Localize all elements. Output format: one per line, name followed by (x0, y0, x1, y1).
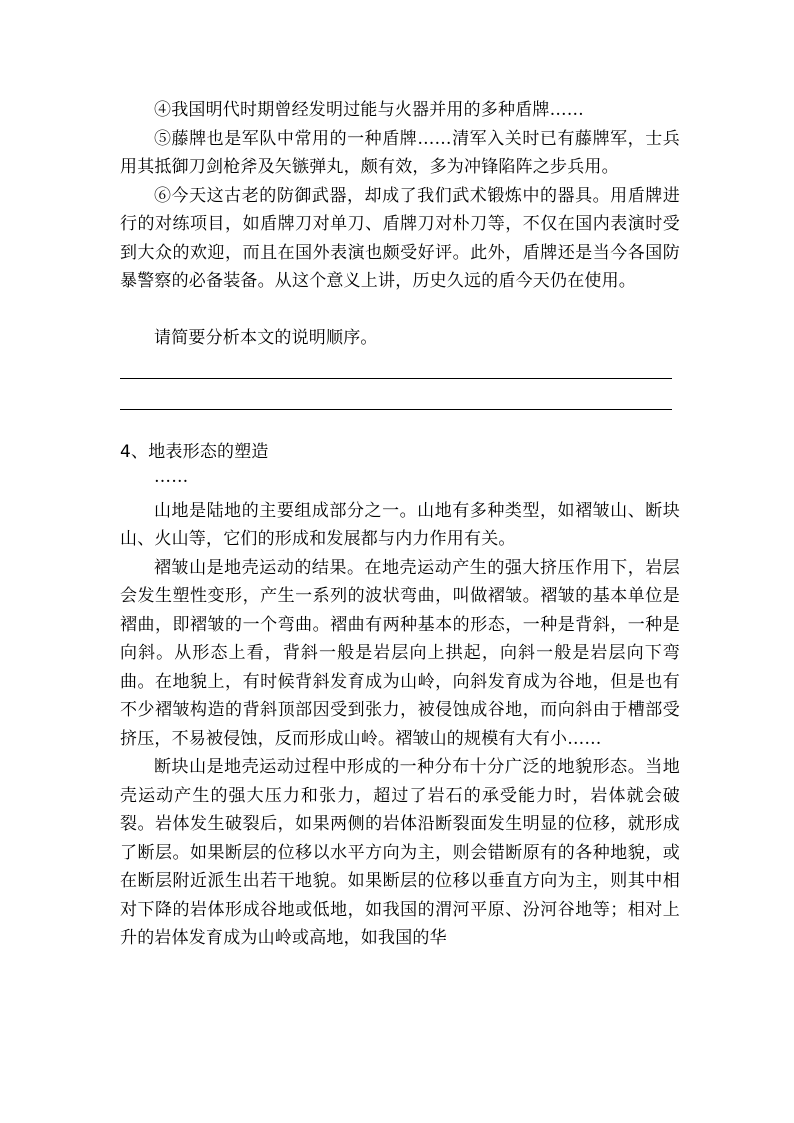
ellipsis-marker: …… (154, 466, 189, 487)
paragraph-4: ④我国明代时期曾经发明过能与火器并用的多种盾牌…… (154, 100, 584, 120)
passage-4 (120, 438, 680, 953)
paragraph-6: ⑥今天这古老的防御武器，却成了我们武术锻炼中的器具。用盾牌进行的对练项目，如盾牌刀对单刀、盾牌刀对朴刀等，不仅在国内表演时受到大众的欢迎，而且在国外表演也颇受好评。此外，盾牌还是当今各国防暴警察的必备装备。从这个意义上讲，历史久远的盾今天仍在使用。 (120, 185, 680, 291)
passage-4-heading: 4、地表形态的塑造 (120, 442, 269, 462)
spacer (120, 410, 680, 438)
document-page (120, 96, 680, 953)
answer-line-1[interactable] (120, 364, 672, 379)
paragraph-fold-mountains: 褶皱山是地壳运动的结果。在地壳运动产生的强大挤压作用下，岩层会发生塑性变形，产生一系列的波状弯曲，叫做褶皱。褶皱的基本单位是褶曲，即褶皱的一个弯曲。褶曲有两种基本的形态，一种是背斜，一种是向斜。从形态上看，背斜一般是岩层向上拱起，向斜一般是岩层向下弯曲。在地貌上，有时候背斜发育成为山岭，向斜发育成为谷地，但是也有不少褶皱构造的背斜顶部因受到张力，被侵蚀成谷地，而向斜由于槽部受挤压，不易被侵蚀，反而形成山岭。褶皱山的规模有大有小…… (120, 557, 680, 749)
spacer (120, 487, 680, 497)
paragraph-5: ⑤藤牌也是军队中常用的一种盾牌……清军入关时已有藤牌军，士兵用其抵御刀剑枪斧及矢镞弹丸，颇有效，多为冲锋陷阵之步兵用。 (120, 128, 680, 177)
spacer (120, 296, 680, 324)
paragraph-fault-block-mountains: 断块山是地壳运动过程中形成的一种分布十分广泛的地貌形态。当地壳运动产生的强大压力和张力，超过了岩石的承受能力时，岩体就会破裂。岩体发生破裂后，如果两侧的岩体沿断裂面发生明显的位移，就形成了断层。如果断层的位移以水平方向为主，则会错断原有的各种地貌，或在断层附近派生出若干地貌。如果断层的位移以垂直方向为主，则其中相对下降的岩体形成谷地或低地，如我国的渭河平原、汾河谷地等；相对上升的岩体发育成为山岭或高地，如我国的华 (120, 757, 680, 948)
passage-3-excerpt (120, 96, 680, 410)
paragraph-mountains: 山地是陆地的主要组成部分之一。山地有多种类型，如褶皱山、断块山、火山等，它们的形成和发展都与内力作用有关。 (120, 500, 680, 549)
answer-line-2[interactable] (120, 395, 672, 410)
question-text: 请简要分析本文的说明顺序。 (154, 327, 378, 348)
